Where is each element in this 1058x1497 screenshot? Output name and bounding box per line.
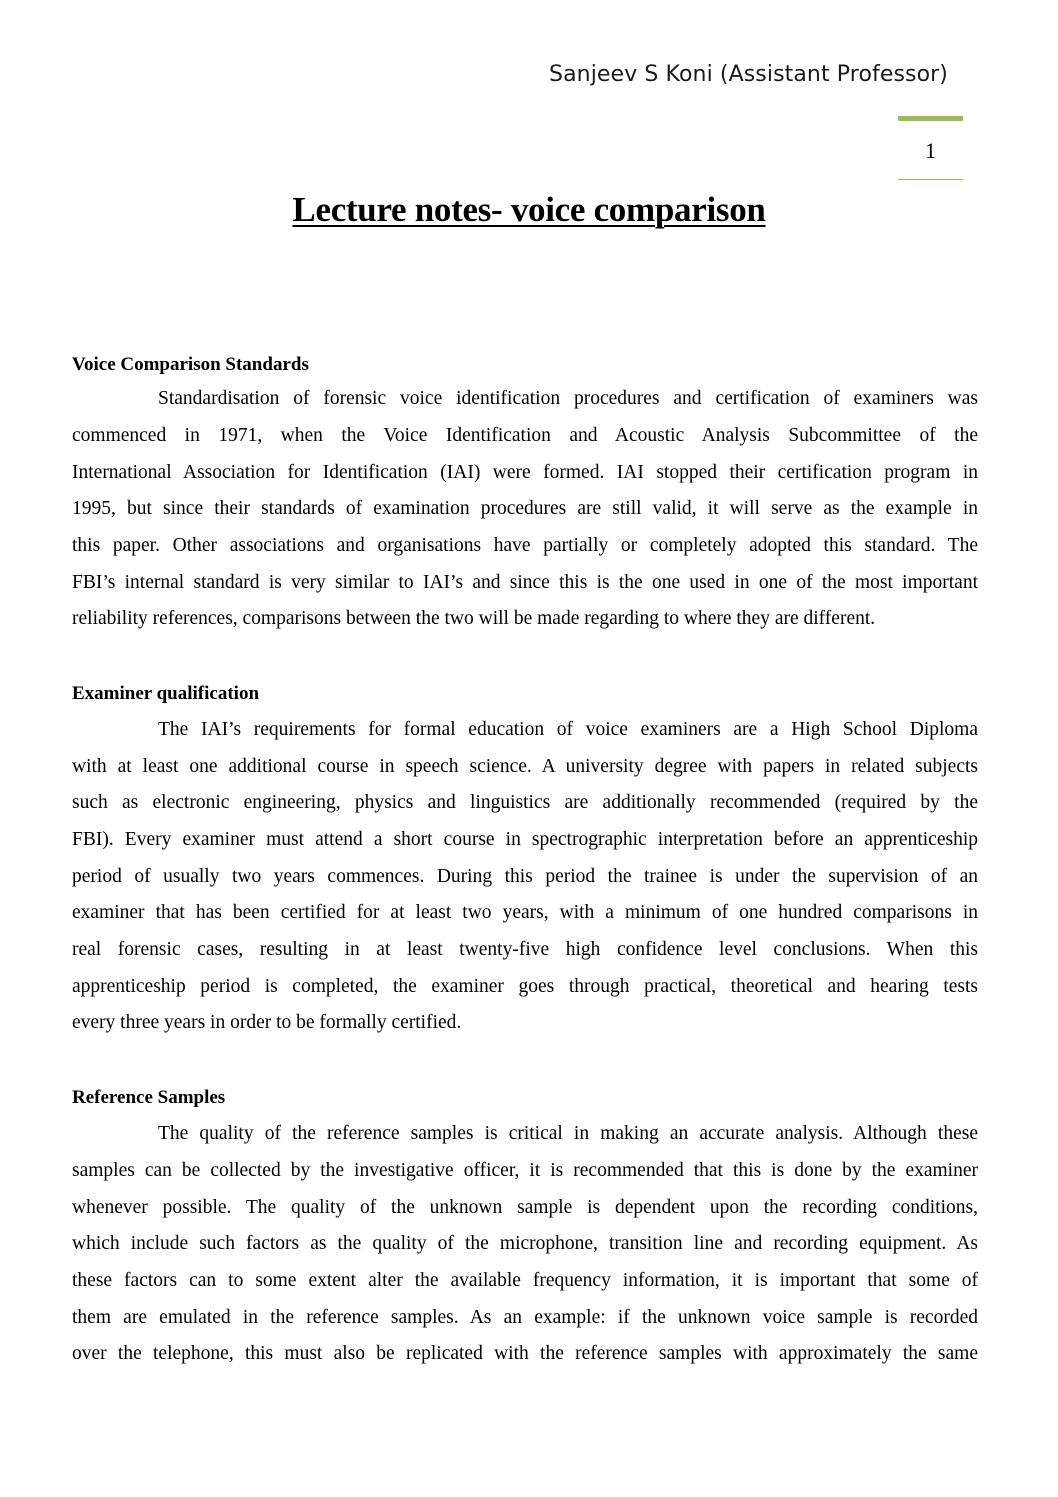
paragraph-line: International Association for Identification (IAI) were formed. IAI stopped their certification program in bbox=[72, 462, 978, 483]
paragraph-line: every three years in order to be formally certified. bbox=[72, 1012, 462, 1033]
section-heading-voice-comparison-standards: Voice Comparison Standards bbox=[72, 354, 309, 375]
document-title: Lecture notes- voice comparison bbox=[292, 190, 766, 229]
paragraph-line: period of usually two years commences. During this period the trainee is under the supervision of an bbox=[72, 866, 978, 887]
paragraph-line: FBI’s internal standard is very similar to IAI’s and since this is the one used in one of the most important bbox=[72, 572, 978, 593]
paragraph-line: them are emulated in the reference samples. As an example: if the unknown voice sample is recorded bbox=[72, 1307, 978, 1328]
paragraph-line: samples can be collected by the investigative officer, it is recommended that this is done by the examiner bbox=[72, 1160, 978, 1181]
header-author: Sanjeev S Koni (Assistant Professor) bbox=[549, 62, 948, 87]
paragraph-line: these factors can to some extent alter the available frequency information, it is important that some of bbox=[72, 1270, 978, 1291]
paragraph-line: which include such factors as the quality of the microphone, transition line and recording equipment. As bbox=[72, 1233, 978, 1254]
paragraph-line: Standardisation of forensic voice identification procedures and certification of examiners was bbox=[158, 388, 978, 409]
page-number-box bbox=[898, 116, 963, 182]
paragraph-line: commenced in 1971, when the Voice Identification and Acoustic Analysis Subcommittee of the bbox=[72, 425, 978, 446]
paragraph-line: 1995, but since their standards of examination procedures are still valid, it will serve as the example in bbox=[72, 498, 978, 519]
paragraph-line: FBI). Every examiner must attend a short course in spectrographic interpretation before an apprenticeship bbox=[72, 829, 978, 850]
paragraph-line: this paper. Other associations and organisations have partially or completely adopted this standard. The bbox=[72, 535, 978, 556]
paragraph-line: The quality of the reference samples is critical in making an accurate analysis. Although these bbox=[158, 1123, 978, 1144]
section-heading-examiner-qualification: Examiner qualification bbox=[72, 683, 260, 704]
page-number-bottom-rule bbox=[898, 179, 963, 180]
paragraph-line: apprenticeship period is completed, the examiner goes through practical, theoretical and hearing tests bbox=[72, 976, 978, 997]
paragraph-line: with at least one additional course in speech science. A university degree with papers in related subjects bbox=[72, 756, 978, 777]
page-number: 1 bbox=[925, 138, 936, 163]
paragraph-line: The IAI’s requirements for formal education of voice examiners are a High School Diploma bbox=[158, 719, 978, 740]
paragraph-line: whenever possible. The quality of the unknown sample is dependent upon the recording conditions, bbox=[72, 1197, 978, 1218]
section-heading-reference-samples: Reference Samples bbox=[72, 1087, 226, 1108]
paragraph-line: examiner that has been certified for at least two years, with a minimum of one hundred comparisons in bbox=[72, 902, 978, 923]
paragraph-line: over the telephone, this must also be replicated with the reference samples with approximately the same bbox=[72, 1343, 978, 1364]
page-number-top-rule bbox=[898, 116, 963, 121]
paragraph-line: such as electronic engineering, physics and linguistics are additionally recommended (required by the bbox=[72, 792, 978, 813]
paragraph-line: real forensic cases, resulting in at least twenty-five high confidence level conclusions. When this bbox=[72, 939, 978, 960]
paragraph-line: reliability references, comparisons between the two will be made regarding to where they are different. bbox=[72, 608, 876, 629]
